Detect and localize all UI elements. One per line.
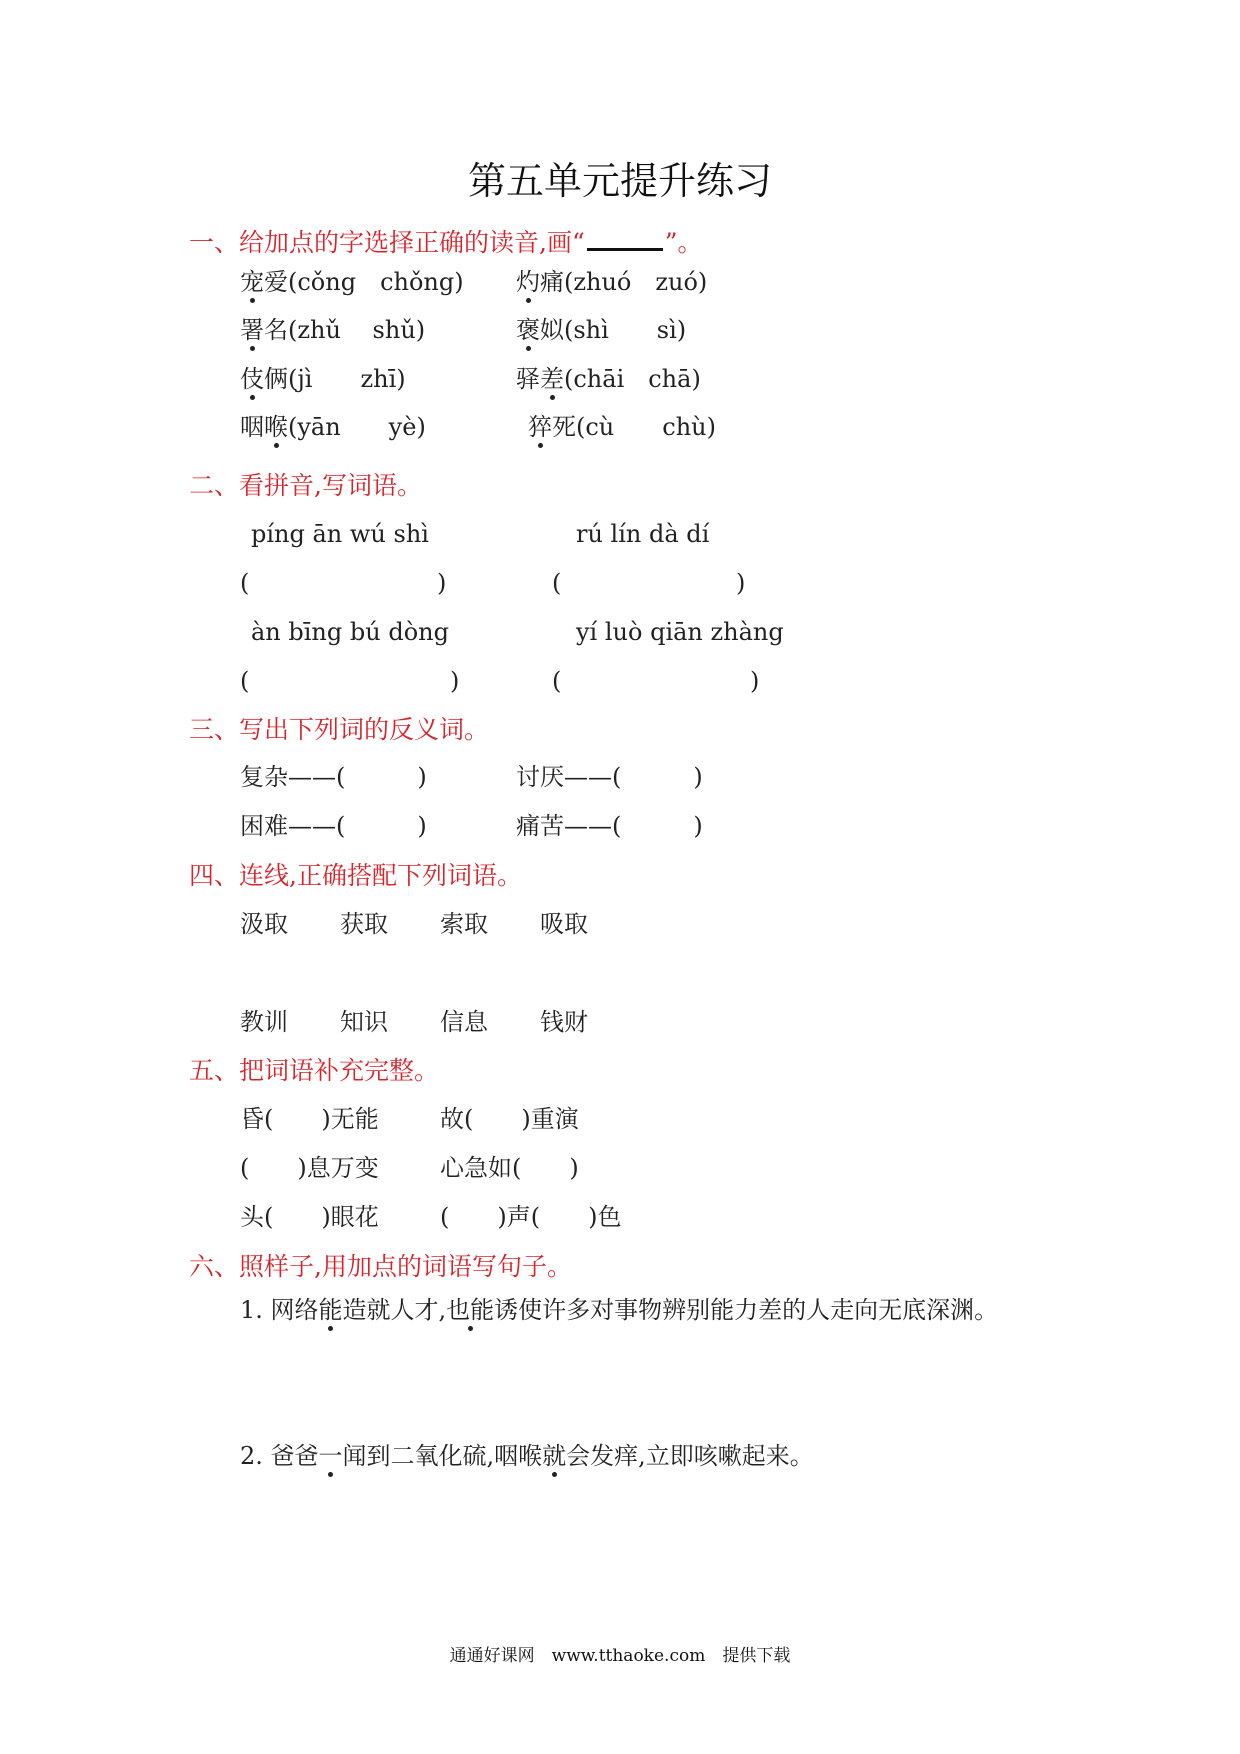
answer-paren-open: ( [240,569,250,597]
dotted-char: 就 [542,1442,567,1470]
idiom-item: 昏( )无能 [240,1105,379,1133]
item-text: 死(cù chù) [552,413,716,441]
answer-paren-open: ( [552,569,562,597]
answer-underline-sample [587,228,663,251]
sentence-text: 会发痒,立即咳嗽起来。 [566,1442,814,1470]
dotted-char: 署 [240,316,264,344]
sentence-text: 1. 网络 [240,1296,319,1324]
pronunciation-item [516,318,686,342]
antonym-item: 复杂——( ) [240,763,427,791]
page-footer: 通通好课网 www.tthaoke.com 提供下载 [449,1646,791,1666]
answer-paren-open: ( [552,667,562,695]
dotted-char: 灼 [516,268,540,296]
idiom-item: 头( )眼花 [240,1203,379,1231]
pronunciation-item [516,270,707,294]
example-sentence-1 [240,1298,998,1322]
item-text: (yān yè) [288,413,426,441]
match-word-bottom: 信息 [440,1008,488,1036]
match-word-bottom: 教训 [240,1008,288,1036]
section-4-heading: 四、连线,正确搭配下列词语。 [189,861,522,890]
dotted-char: 褒 [516,316,540,344]
section-1-heading [189,228,703,255]
sentence-text: 2. 爸爸 [240,1442,319,1470]
answer-paren-close: ) [736,569,746,597]
dotted-char: 差 [540,365,564,393]
pronunciation-item [528,415,716,439]
section-6-heading: 六、照样子,用加点的词语写句子。 [189,1252,572,1281]
item-text: 名(zhǔ shǔ) [264,316,426,344]
section-5-heading: 五、把词语补充完整。 [189,1056,440,1085]
pronunciation-item [240,415,426,439]
sentence-text: 闻到二氧化硫,咽喉 [342,1442,543,1470]
dotted-char: 一 [318,1442,343,1470]
answer-paren-open: ( [240,667,250,695]
pinyin-prompt: rú lín dà dí [576,520,710,548]
idiom-item: 心急如( ) [440,1154,579,1182]
antonym-item: 痛苦——( ) [516,812,703,840]
answer-paren-close: ) [450,667,460,695]
dotted-char: 喉 [264,413,288,441]
pinyin-prompt: àn bīng bú dòng [251,618,449,646]
match-word-top: 汲取 [240,910,288,938]
sentence-text: 造就人才, [342,1296,447,1324]
match-word-bottom: 知识 [340,1008,388,1036]
antonym-item: 困难——( ) [240,812,427,840]
idiom-item: ( )息万变 [240,1154,379,1182]
dotted-char: 猝 [528,413,552,441]
match-word-top: 索取 [440,910,488,938]
dotted-char: 能 [318,1296,343,1324]
pronunciation-item [240,367,406,391]
item-text: 痛(zhuó zuó) [540,268,708,296]
section-2-heading: 二、看拼音,写词语。 [189,471,422,500]
pinyin-prompt: yí luò qiān zhàng [576,618,784,646]
plain-char: 驿 [516,365,540,393]
pronunciation-item [516,367,701,391]
idiom-item: 故( )重演 [440,1105,579,1133]
answer-paren-close: ) [750,667,760,695]
item-text: 爱(cǒng chǒng) [264,268,464,296]
dotted-char: 也能 [446,1296,495,1324]
item-text: 姒(shì sì) [540,316,687,344]
pronunciation-item [240,318,425,342]
pronunciation-item [240,270,464,294]
match-word-top: 获取 [340,910,388,938]
sentence-text: 诱使许多对事物辨别能力差的人走向无底深渊。 [494,1296,999,1324]
item-text: (chāi chā) [564,365,701,393]
dotted-char: 伎 [240,365,264,393]
plain-char: 咽 [240,413,264,441]
section-3-heading: 三、写出下列词的反义词。 [189,715,490,744]
section-1-heading-end: ”。 [664,228,703,257]
match-word-top: 吸取 [540,910,588,938]
dotted-char: 宠 [240,268,264,296]
item-text: 俩(jì zhī) [264,365,406,393]
idiom-item: ( )声( )色 [440,1203,622,1231]
page-title: 第五单元提升练习 [467,159,772,203]
example-sentence-2 [240,1444,814,1468]
pinyin-prompt: píng ān wú shì [251,520,429,548]
antonym-item: 讨厌——( ) [516,763,703,791]
answer-paren-close: ) [437,569,447,597]
section-1-heading-text: 一、给加点的字选择正确的读音,画“ [189,228,585,257]
match-word-bottom: 钱财 [540,1008,588,1036]
